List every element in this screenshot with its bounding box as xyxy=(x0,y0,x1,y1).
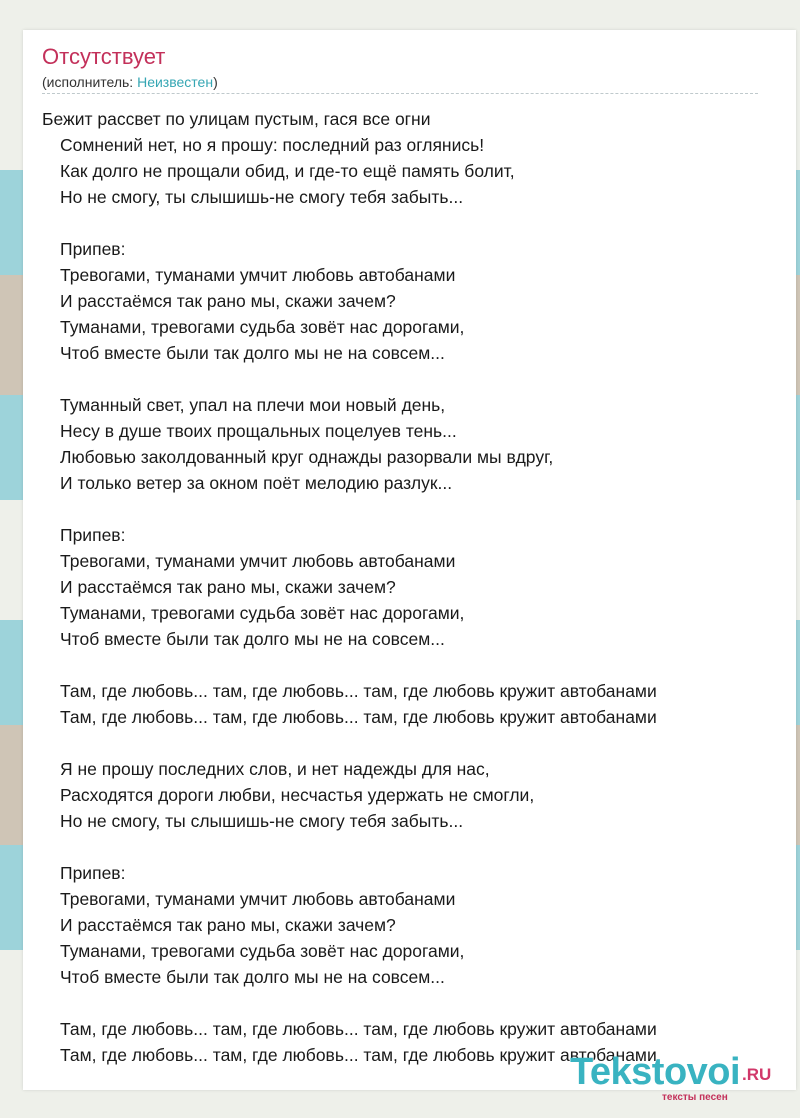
lyric-line: Туманами, тревогами судьба зовёт нас дорогами, xyxy=(60,603,465,623)
lyric-line: Припев: xyxy=(60,525,126,545)
lyric-line: Там, где любовь... там, где любовь... там, где любовь кружит автобанами xyxy=(60,681,657,701)
artist-prefix: (исполнитель: xyxy=(42,74,138,90)
lyric-line: Несу в душе твоих прощальных поцелуев тень... xyxy=(60,421,457,441)
lyric-line: Тревогами, туманами умчит любовь автобанами xyxy=(60,551,456,571)
lyric-line: И расстаёмся так рано мы, скажи зачем? xyxy=(60,915,396,935)
lyric-line: Туманами, тревогами судьба зовёт нас дорогами, xyxy=(60,941,465,961)
lyric-line: Тревогами, туманами умчит любовь автобанами xyxy=(60,889,456,909)
lyrics-card xyxy=(23,30,796,1090)
lyric-line: Туманный свет, упал на плечи мои новый день, xyxy=(60,395,446,415)
lyric-line: Там, где любовь... там, где любовь... там, где любовь кружит автобанами xyxy=(60,1019,657,1039)
lyric-line: Тревогами, туманами умчит любовь автобанами xyxy=(60,265,456,285)
dashed-divider xyxy=(42,93,758,94)
lyric-line: Сомнений нет, но я прошу: последний раз оглянись! xyxy=(60,135,485,155)
lyric-line: Туманами, тревогами судьба зовёт нас дорогами, xyxy=(60,317,465,337)
lyric-line: Но не смогу, ты слышишь-не смогу тебя забыть... xyxy=(60,811,464,831)
logo-wordmark: Tekstovoi xyxy=(570,1051,741,1093)
artist-line xyxy=(42,74,218,90)
lyric-line: Припев: xyxy=(60,863,126,883)
lyrics-text xyxy=(42,106,657,1068)
lyric-line: Но не смогу, ты слышишь-не смогу тебя забыть... xyxy=(60,187,464,207)
stanza-gap xyxy=(42,730,657,756)
stanza-gap xyxy=(42,366,657,392)
lyric-line: Чтоб вместе были так долго мы не на совсем... xyxy=(60,343,445,363)
lyric-line: И расстаёмся так рано мы, скажи зачем? xyxy=(60,577,396,597)
lyric-line: Припев: xyxy=(60,239,126,259)
stanza-gap xyxy=(42,990,657,1016)
lyric-line: Там, где любовь... там, где любовь... там, где любовь кружит автобанами xyxy=(60,1045,657,1065)
stanza-gap xyxy=(42,210,657,236)
lyric-line: Бежит рассвет по улицам пустым, гася все огни xyxy=(42,109,431,129)
logo-domain: .RU xyxy=(742,1065,772,1084)
lyric-line: И только ветер за окном поёт мелодию разлук... xyxy=(60,473,453,493)
lyric-line: Как долго не прощали обид, и где-то ещё память болит, xyxy=(60,161,515,181)
lyric-line: И расстаёмся так рано мы, скажи зачем? xyxy=(60,291,396,311)
lyric-line: Чтоб вместе были так долго мы не на совсем... xyxy=(60,967,445,987)
lyric-line: Я не прошу последних слов, и нет надежды для нас, xyxy=(60,759,490,779)
lyric-line: Чтоб вместе были так долго мы не на совсем... xyxy=(60,629,445,649)
lyric-line: Любовью заколдованный круг однажды разорвали мы вдруг, xyxy=(60,447,554,467)
lyric-line: Расходятся дороги любви, несчастья удержать не смогли, xyxy=(60,785,535,805)
stanza-gap xyxy=(42,652,657,678)
stanza-gap xyxy=(42,496,657,522)
artist-suffix: ) xyxy=(213,74,218,90)
song-title: Отсутствует xyxy=(42,44,166,69)
stanza-gap xyxy=(42,834,657,860)
site-logo[interactable] xyxy=(570,1051,780,1111)
artist-link[interactable]: Неизвестен xyxy=(137,74,214,90)
lyric-line: Там, где любовь... там, где любовь... там, где любовь кружит автобанами xyxy=(60,707,657,727)
logo-tagline: тексты песен xyxy=(662,1092,728,1103)
